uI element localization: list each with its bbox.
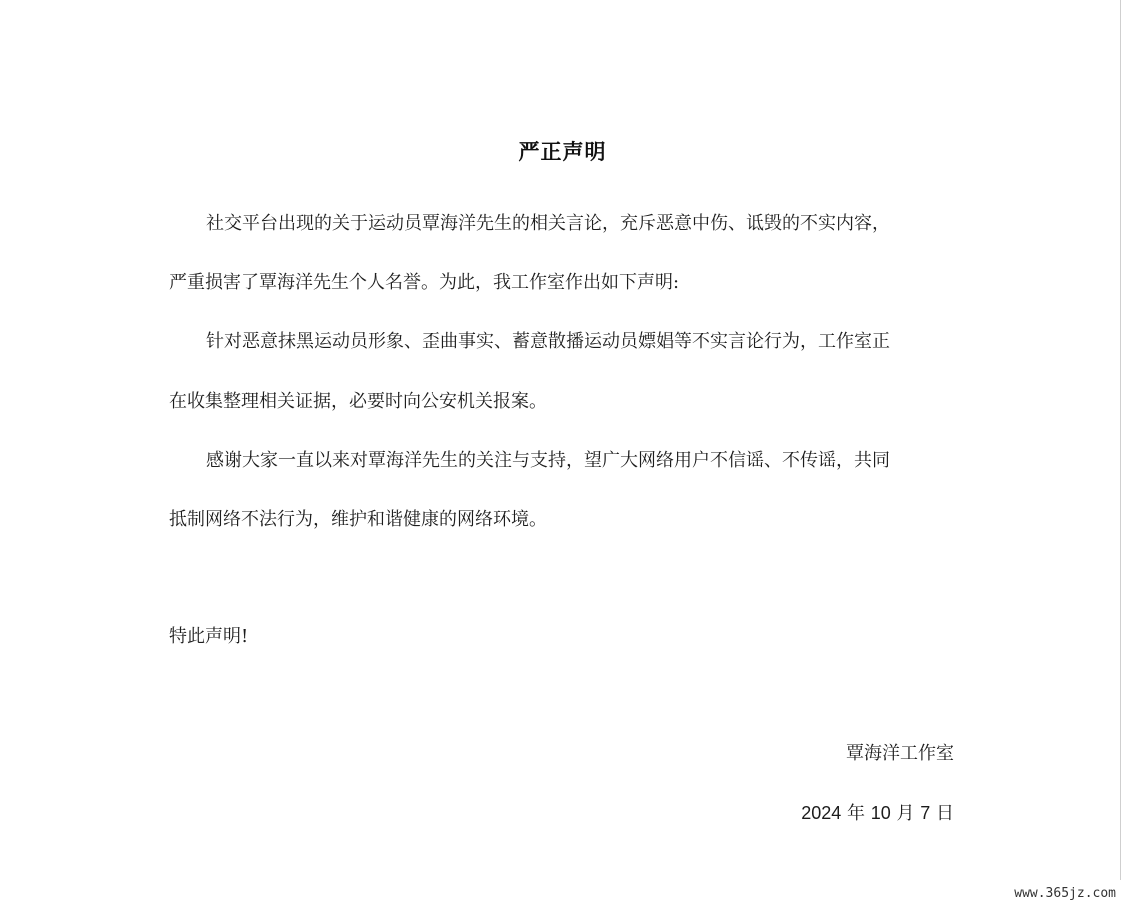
date-year: 2024	[801, 803, 842, 823]
paragraph-1-line-1: 社交平台出现的关于运动员覃海洋先生的相关言论，充斥恶意中伤、诋毁的不实内容，	[206, 213, 890, 234]
closing-line: 特此声明!	[169, 626, 249, 647]
statement-date	[801, 801, 954, 826]
date-month: 10	[870, 803, 891, 823]
date-day-unit: 日	[936, 803, 954, 824]
date-month-unit: 月	[896, 803, 915, 824]
statement-title: 严正声明	[518, 140, 607, 164]
paragraph-2-line-2: 在收集整理相关证据，必要时向公安机关报案。	[169, 391, 547, 412]
date-day: 7	[920, 803, 931, 823]
paragraph-3-line-2: 抵制网络不法行为，维护和谐健康的网络环境。	[169, 509, 547, 530]
page-edge-divider	[1120, 0, 1121, 880]
signature-studio-name: 覃海洋工作室	[846, 743, 954, 764]
paragraph-1-line-2: 严重损害了覃海洋先生个人名誉。为此，我工作室作出如下声明:	[169, 272, 680, 293]
paragraph-2-line-1: 针对恶意抹黑运动员形象、歪曲事实、蓄意散播运动员嫖娼等不实言论行为，工作室正	[206, 331, 890, 352]
paragraph-3-line-1: 感谢大家一直以来对覃海洋先生的关注与支持，望广大网络用户不信谣、不传谣，共同	[206, 450, 890, 471]
date-year-unit: 年	[847, 803, 866, 824]
site-watermark: www.365jz.com	[1011, 885, 1119, 902]
